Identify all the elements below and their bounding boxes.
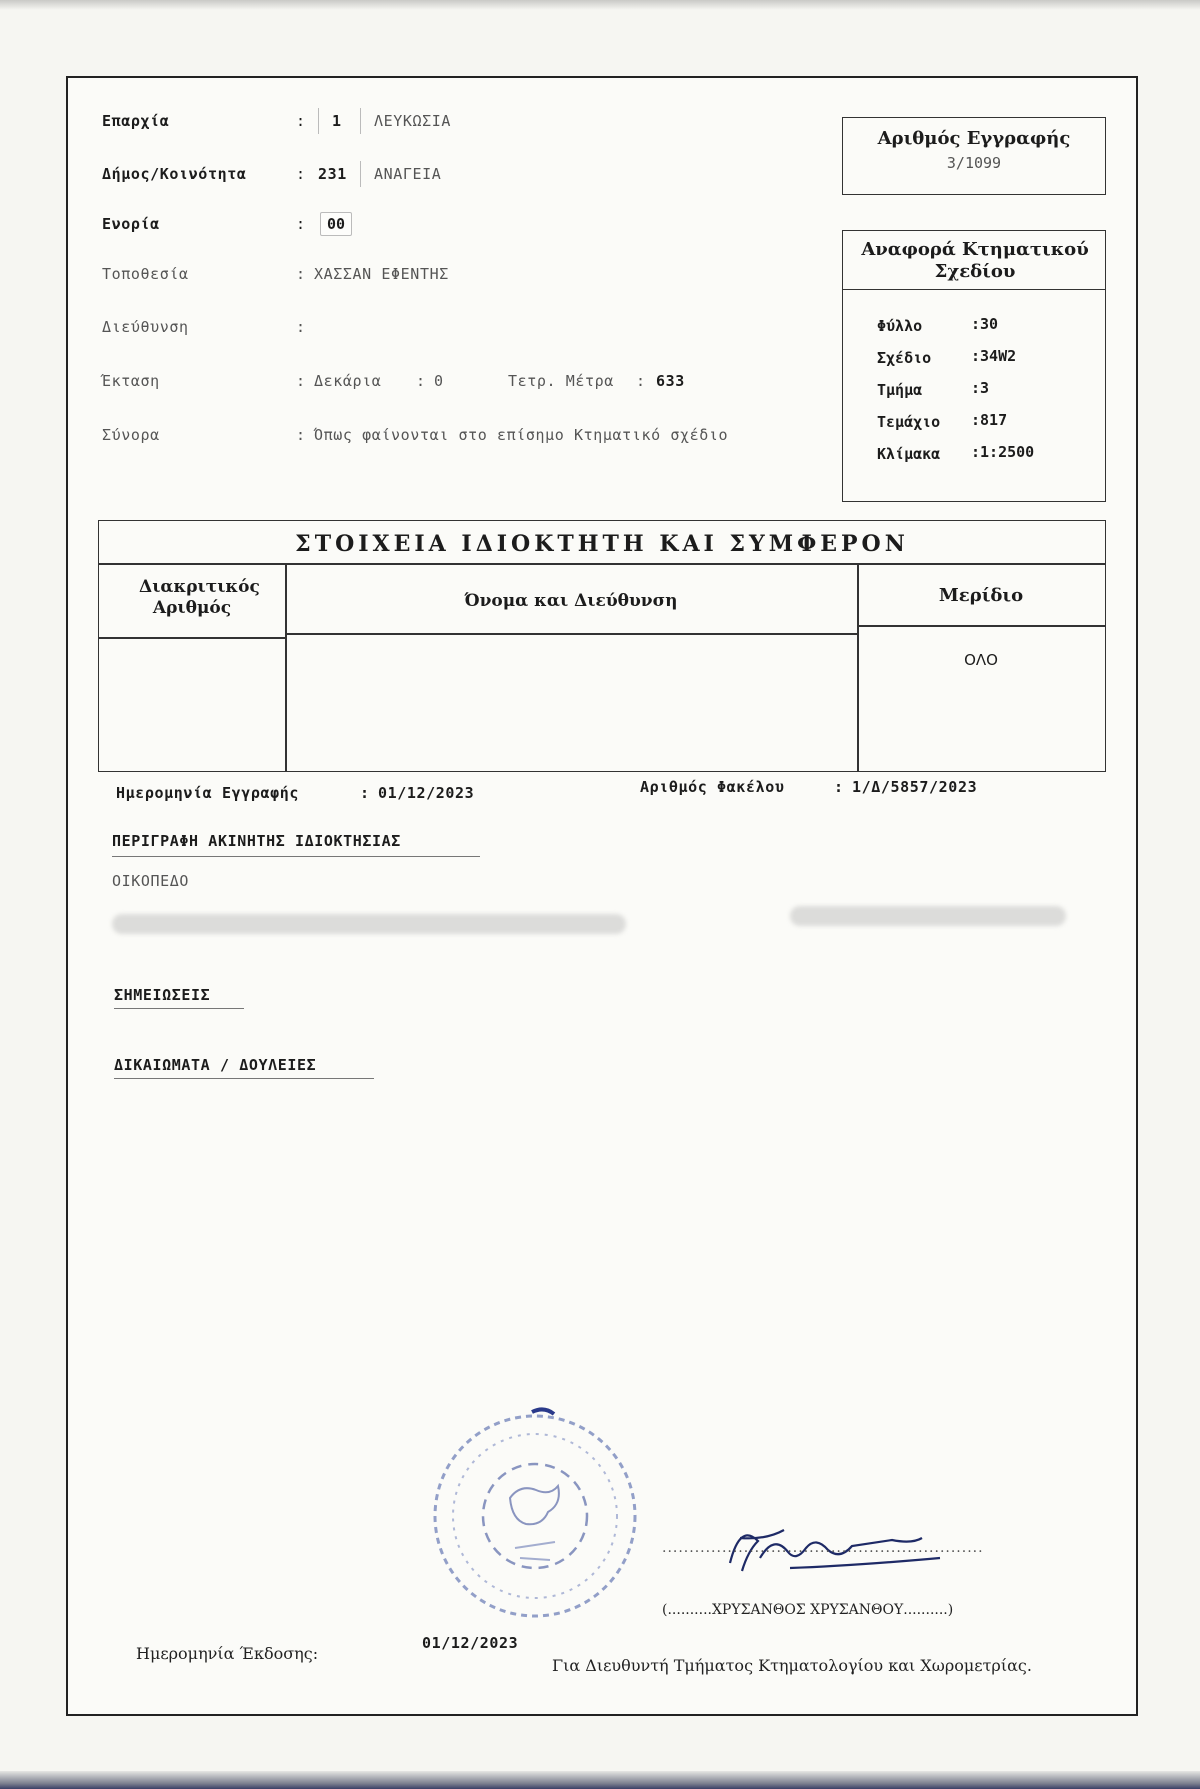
separator — [318, 108, 319, 134]
map-row-label: Κλίμακα — [877, 445, 941, 463]
dekaria-colon: : — [416, 372, 426, 390]
dekaria-label: Δεκάρια — [314, 372, 382, 390]
ektasi-label: Έκταση — [102, 372, 160, 390]
tetr-value: 633 — [656, 372, 685, 390]
map-row-label: Σχέδιο — [877, 349, 932, 367]
eparchia-colon: : — [296, 112, 306, 130]
eparchia-label: Επαρχία — [102, 112, 170, 130]
dimos-colon: : — [296, 165, 306, 183]
owner-table — [98, 520, 1106, 772]
map-row-value: :1:2500 — [971, 443, 1035, 461]
rights-heading: ΔΙΚΑΙΩΜΑΤΑ / ΔΟΥΛΕΙΕΣ — [114, 1056, 317, 1074]
table-divider — [857, 625, 1105, 627]
topothesia-value: ΧΑΣΣΑΝ ΕΦΕΝΤΗΣ — [314, 265, 449, 283]
rights-underline — [114, 1078, 374, 1079]
signatory-name: (..........ΧΡΥΣΑΝΘΟΣ ΧΡΥΣΑΝΘΟΥ..........) — [662, 1602, 954, 1618]
enoria-code: 00 — [320, 212, 352, 236]
issue-date-label: Ημερομηνία Έκδοσης: — [136, 1644, 319, 1663]
map-row-label: Τμήμα — [877, 381, 923, 399]
notes-heading: ΣΗΜΕΙΩΣΕΙΣ — [114, 986, 211, 1004]
registration-box — [842, 117, 1106, 195]
map-row-value: :817 — [971, 411, 1008, 429]
table-divider — [285, 633, 857, 635]
owner-table-title: ΣΤΟΙΧΕΙΑ ΙΔΙΟΚΤΗΤΗ ΚΑΙ ΣΥΜΦΕΡΟΝ — [295, 531, 909, 557]
dieythynsi-label: Διεύθυνση — [102, 318, 189, 336]
description-value: ΟΙΚΟΠΕΔΟ — [112, 872, 190, 890]
description-heading: ΠΕΡΙΓΡΑΦΗ ΑΚΙΝΗΤΗΣ ΙΔΙΟΚΤΗΣΙΑΣ — [112, 832, 401, 850]
tetr-label: Τετρ. Μέτρα — [508, 372, 614, 390]
enoria-label: Ενορία — [102, 215, 160, 233]
synora-colon: : — [296, 426, 306, 444]
topothesia-label: Τοποθεσία — [102, 265, 189, 283]
col-onoma: Όνομα και Διεύθυνση — [464, 591, 678, 611]
separator — [360, 161, 361, 187]
col-meridio: Μερίδιο — [938, 585, 1024, 606]
ektasi-colon: : — [296, 372, 306, 390]
registration-title: Αριθμός Εγγραφής — [877, 128, 1071, 149]
synora-value: Όπως φαίνονται στο επίσημο Κτηματικό σχέδιο — [314, 426, 729, 444]
eparchia-name: ΛΕΥΚΩΣΙΑ — [374, 112, 452, 130]
share-value: ΟΛΟ — [964, 651, 998, 669]
table-divider — [99, 637, 285, 639]
map-row-value: :3 — [971, 379, 990, 397]
registration-date-value: 01/12/2023 — [378, 784, 475, 802]
enoria-colon: : — [296, 215, 306, 233]
registration-date-label: Ημερομηνία Εγγραφής — [116, 784, 299, 802]
scan-top-edge — [0, 0, 1200, 10]
map-reference-divider — [843, 289, 1105, 290]
redacted-text — [112, 914, 626, 934]
redacted-text — [790, 906, 1066, 926]
eparchia-code: 1 — [332, 112, 342, 130]
map-reference-box — [842, 230, 1106, 502]
file-number-label: Αριθμός Φακέλου — [640, 778, 785, 796]
map-row-label: Φύλλο — [877, 317, 923, 335]
col-diakritikos: Διακριτικός Αριθμός — [139, 577, 260, 618]
official-seal-stamp — [420, 1398, 650, 1628]
map-row-label: Τεμάχιο — [877, 413, 941, 431]
scan-bottom-edge — [0, 1771, 1200, 1789]
signature-dotted-line: ........................................................... — [662, 1540, 984, 1556]
file-number-colon: : — [834, 778, 844, 796]
description-underline — [112, 856, 480, 857]
dimos-code: 231 — [318, 165, 347, 183]
dimos-label: Δήμος/Κοινότητα — [102, 165, 247, 183]
separator — [360, 108, 361, 134]
map-row-value: :34W2 — [971, 347, 1017, 365]
map-row-value: :30 — [971, 315, 999, 333]
signatory-role: Για Διευθυντή Τμήματος Κτηματολογίου και Χωρομετρίας. — [552, 1656, 1032, 1675]
dieythynsi-colon: : — [296, 318, 306, 336]
file-number-value: 1/Δ/5857/2023 — [852, 778, 978, 796]
table-divider — [99, 563, 1105, 565]
dimos-name: ΑΝΑΓΕΙΑ — [374, 165, 442, 183]
registration-date-colon: : — [360, 784, 370, 802]
synora-label: Σύνορα — [102, 426, 160, 444]
map-reference-title: Αναφορά Κτηματικού Σχεδίου — [861, 239, 1089, 282]
notes-underline — [114, 1008, 244, 1009]
issue-date-value: 01/12/2023 — [422, 1634, 519, 1652]
registration-number: 3/1099 — [946, 154, 1002, 172]
topothesia-colon: : — [296, 265, 306, 283]
tetr-colon: : — [636, 372, 646, 390]
dekaria-value: 0 — [434, 372, 444, 390]
